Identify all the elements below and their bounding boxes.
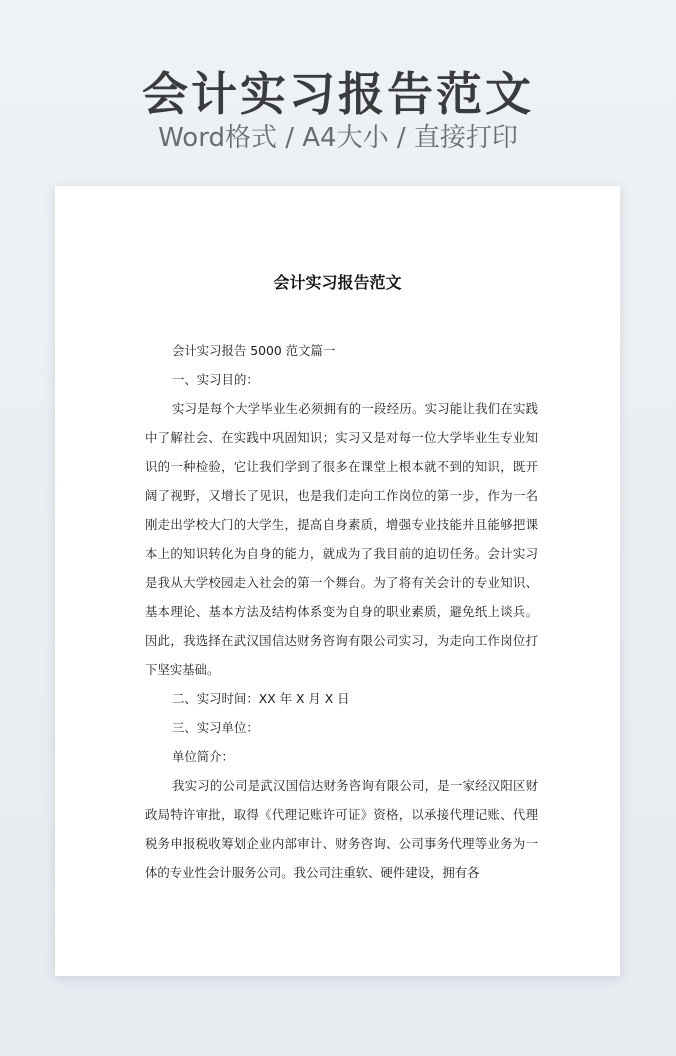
doc-section-purpose: 一、实习目的：	[172, 372, 259, 387]
doc-section-unit: 三、实习单位：	[172, 720, 259, 735]
doc-unit-intro-label: 单位简介：	[172, 749, 234, 764]
doc-section-time: 二、实习时间：XX 年 X 月 X 日	[172, 691, 350, 706]
page-title: 会计实习报告范文	[142, 67, 534, 121]
document-body	[145, 336, 538, 887]
doc-paragraph-purpose: 实习是每个大学毕业生必须拥有的一段经历。实习能让我们在实践中了解社会、在实践中巩固知识；实习又是对每一位大学毕业生专业知识的一种检验，它让我们学到了很多在课堂上根本就不到的知识，既开阔了视野，又增长了见识，也是我们走向工作岗位的第一步，作为一名刚走出学校大门的大学生，提高自身素质，增强专业技能并且能够把课本上的知识转化为自身的能力，就成为了我目前的迫切任务。会计实习是我从大学校园走入社会的第一个舞台。为了将有关会计的专业知识、基本理论、基本方法及结构体系变为自身的职业素质，避免纸上谈兵。因此，我选择在武汉国信达财务咨询有限公司实习，为走向工作岗位打下坚实基础。	[145, 401, 538, 677]
page-subtitle: Word格式 / A4大小 / 直接打印	[158, 123, 518, 153]
doc-paragraph-heading: 会计实习报告 5000 范文篇一	[172, 343, 336, 358]
document-title: 会计实习报告范文	[273, 273, 402, 292]
doc-paragraph-company: 我实习的公司是武汉国信达财务咨询有限公司，是一家经汉阳区财政局特许审批，取得《代理记账许可证》资格，以承接代理记账、代理税务申报税收筹划企业内部审计、财务咨询、公司事务代理等业务为一体的专业性会计服务公司。我公司注重软、硬件建设，拥有各	[145, 778, 538, 880]
document-preview[interactable]	[55, 186, 620, 976]
